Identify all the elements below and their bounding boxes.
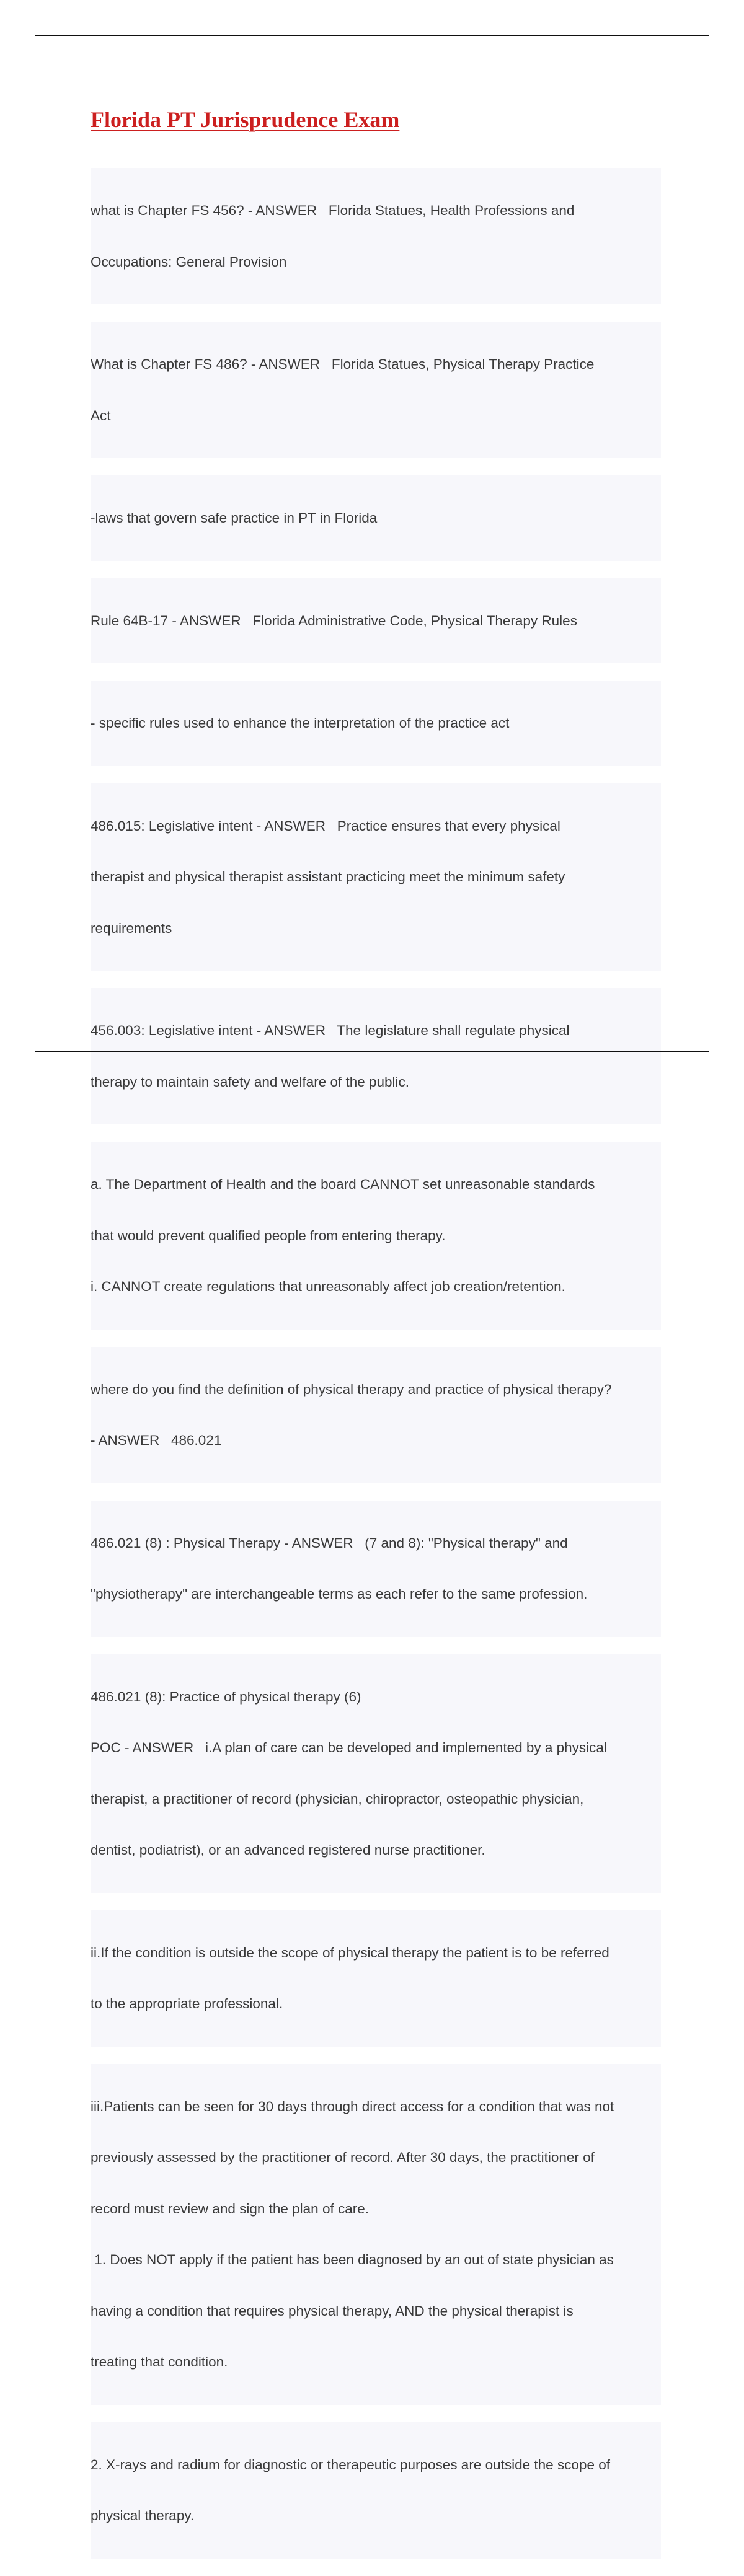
text-line: What is Chapter FS 486? - ANSWER Florida Statues, Physical Therapy Practice: [91, 356, 595, 372]
top-divider: [35, 35, 709, 36]
note-paragraph: [91, 2422, 661, 2559]
text-line: ii.If the condition is outside the scope of physical therapy the patient is to be referred: [91, 1944, 609, 1961]
text-line: 1. Does NOT apply if the patient has been diagnosed by an out of state physician as: [91, 2252, 614, 2267]
text-line: therapist, a practitioner of record (physician, chiropractor, osteopathic physician,: [91, 1791, 584, 1807]
note-paragraph: [91, 2064, 661, 2405]
text-line: requirements: [91, 920, 172, 936]
text-line: Occupations: General Provision: [91, 254, 287, 270]
qa-paragraph: [91, 1654, 661, 1893]
qa-paragraph: [91, 988, 661, 1124]
note-paragraph: [91, 681, 661, 766]
text-line: a. The Department of Health and the board CANNOT set unreasonable standards: [91, 1176, 595, 1192]
text-line: iii.Patients can be seen for 30 days through direct access for a condition that was not: [91, 2098, 614, 2114]
text-line: Act: [91, 407, 111, 423]
text-line: having a condition that requires physical therapy, AND the physical therapist is: [91, 2303, 574, 2319]
text-line: 486.015: Legislative intent - ANSWER Practice ensures that every physical: [91, 818, 560, 834]
qa-paragraph: [91, 578, 661, 664]
text-line: treating that condition.: [91, 2354, 228, 2370]
text-line: therapy to maintain safety and welfare of the public.: [91, 1074, 410, 1090]
text-line: -laws that govern safe practice in PT in Florida: [91, 510, 378, 526]
qa-list: [91, 168, 661, 2576]
text-line: therapist and physical therapist assistant practicing meet the minimum safety: [91, 869, 565, 884]
qa-paragraph: [91, 1501, 661, 1637]
text-line: dentist, podiatrist), or an advanced registered nurse practitioner.: [91, 1842, 485, 1858]
qa-paragraph: [91, 1347, 661, 1483]
note-paragraph: [91, 1910, 661, 2047]
text-line: i. CANNOT create regulations that unreasonably affect job creation/retention.: [91, 1279, 565, 1294]
note-paragraph: [91, 1142, 661, 1330]
text-line: - specific rules used to enhance the interpretation of the practice act: [91, 715, 510, 731]
text-line: 486.021 (8): Practice of physical therapy (6): [91, 1688, 361, 1705]
text-line: 456.003: Legislative intent - ANSWER The legislature shall regulate physical: [91, 1023, 570, 1038]
bottom-divider: [35, 1051, 709, 1052]
document-title: Florida PT Jurisprudence Exam: [91, 107, 400, 132]
text-line: to the appropriate professional.: [91, 1996, 283, 2011]
text-line: - ANSWER 486.021: [91, 1432, 222, 1448]
text-line: Rule 64B-17 - ANSWER Florida Administrative Code, Physical Therapy Rules: [91, 612, 577, 629]
text-line: POC - ANSWER i.A plan of care can be developed and implemented by a physical: [91, 1740, 607, 1755]
text-line: record must review and sign the plan of care.: [91, 2200, 369, 2217]
text-line: where do you find the definition of physical therapy and practice of physical therapy?: [91, 1381, 612, 1397]
text-line: what is Chapter FS 456? - ANSWER Florida Statues, Health Professions and: [91, 203, 575, 218]
qa-paragraph: [91, 322, 661, 458]
text-line: 486.021 (8) : Physical Therapy - ANSWER (7 and 8): "Physical therapy" and: [91, 1535, 568, 1551]
qa-paragraph: [91, 783, 661, 971]
note-paragraph: [91, 475, 661, 561]
text-line: 2. X-rays and radium for diagnostic or therapeutic purposes are outside the scope of: [91, 2456, 610, 2472]
text-line: "physiotherapy" are interchangeable terms as each refer to the same profession.: [91, 1586, 588, 1602]
text-line: physical therapy.: [91, 2508, 195, 2523]
qa-paragraph: [91, 168, 661, 304]
text-line: previously assessed by the practitioner of record. After 30 days, the practitioner of: [91, 2150, 595, 2165]
text-line: that would prevent qualified people from entering therapy.: [91, 1227, 446, 1243]
